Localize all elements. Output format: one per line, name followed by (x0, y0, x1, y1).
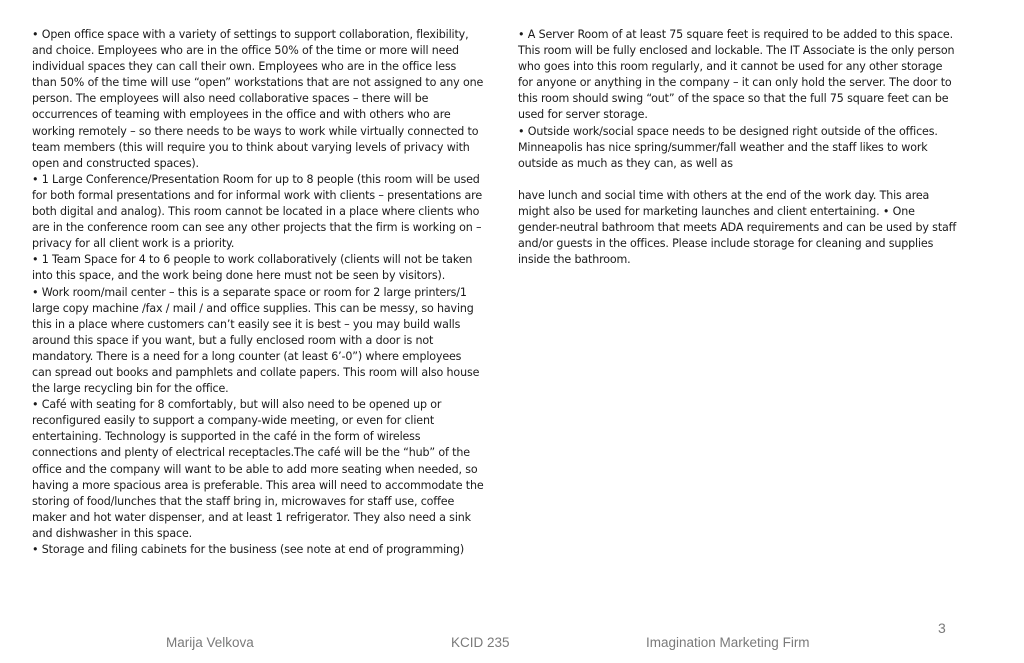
paragraph-work-room: • Work room/mail center – this is a separate space or room for 2 large printers/1 large copy machine /fax / mail / and office supplies. This can be messy, so having this in a place where customers can’t easily see it is best – you may build walls around this space if you want, but a fully enclosed room with a door is not mandatory. There is a need for a long counter (at least 6’-0”) where employees can spread out books and pamphlets and collate papers. This room will also house the large recycling bin for the office. (32, 285, 480, 396)
right-text-column (518, 27, 958, 268)
paragraph-conference-room: • 1 Large Conference/Presentation Room for up to 8 people (this room will be used for both formal presentations and for informal work with clients – presentations are both digital and analog). This room cannot be located in a place where clients who are in the conference room can see any other projects that the firm is working on – privacy for all client work is a priority. (32, 172, 483, 251)
page-number: 3 (938, 620, 946, 636)
paragraph-storage: • Storage and filing cabinets for the business (see note at end of programming) (32, 543, 464, 556)
footer-project: Imagination Marketing Firm (646, 635, 810, 650)
paragraph-outside-space: • Outside work/social space needs to be designed right outside of the offices. Minneapolis has nice spring/summer/fall weather and the staff likes to work outside as much as they can, as well as (518, 124, 938, 170)
paragraph-team-space: • 1 Team Space for 4 to 6 people to work collaboratively (clients will not be taken into this space, and the work being done here must not be seen by visitors). (32, 253, 473, 283)
paragraph-gap (518, 172, 958, 188)
left-text-column (32, 27, 484, 558)
footer-author: Marija Velkova (166, 635, 254, 650)
paragraph-server-room: • A Server Room of at least 75 square feet is required to be added to this space. This room will be fully enclosed and lockable. The IT Associate is the only person who goes into this room regularly, and it cannot be used for any other storage for anyone or anything in the company – it can only hold the server. The door to this room should swing “out” of the space so that the full 75 square feet can be used for server storage. (518, 28, 955, 122)
paragraph-open-office: • Open office space with a variety of settings to support collaboration, flexibility, and choice. Employees who are in the office 50% of the time or more will need individual spaces they can call their own. Employees who are in the office less than 50% of the time will use “open” workstations that are not assigned to any one person. The employees will also need collaborative spaces – there will be occurrences of teaming with employees in the office and with others who are working remotely – so there needs to be ways to work while virtually connected to team members (this will require you to think about varying levels of privacy with open and constructed spaces). (32, 28, 484, 170)
paragraph-cafe: • Café with seating for 8 comfortably, but will also need to be opened up or reconfigured easily to support a company-wide meeting, or even for client entertaining. Technology is supported in the café in the form of wireless connections and plenty of electrical receptacles.The café will be the “hub” of the office and the company will want to be able to add more seating when needed, so having a more spacious area is preferable. This area will need to accommodate the storing of food/lunches that the staff bring in, microwaves for staff use, coffee maker and hot water dispenser, and at least 1 refrigerator. They also need a sink and dishwasher in this space. (32, 398, 484, 540)
paragraph-social-bathroom: have lunch and social time with others at the end of the work day. This area might also be used for marketing launches and client entertaining. • One gender-neutral bathroom that meets ADA requirements and can be used by staff and/or guests in the offices. Please include storage for cleaning and supplies inside the bathroom. (518, 188, 957, 267)
footer-course: KCID 235 (451, 635, 510, 650)
